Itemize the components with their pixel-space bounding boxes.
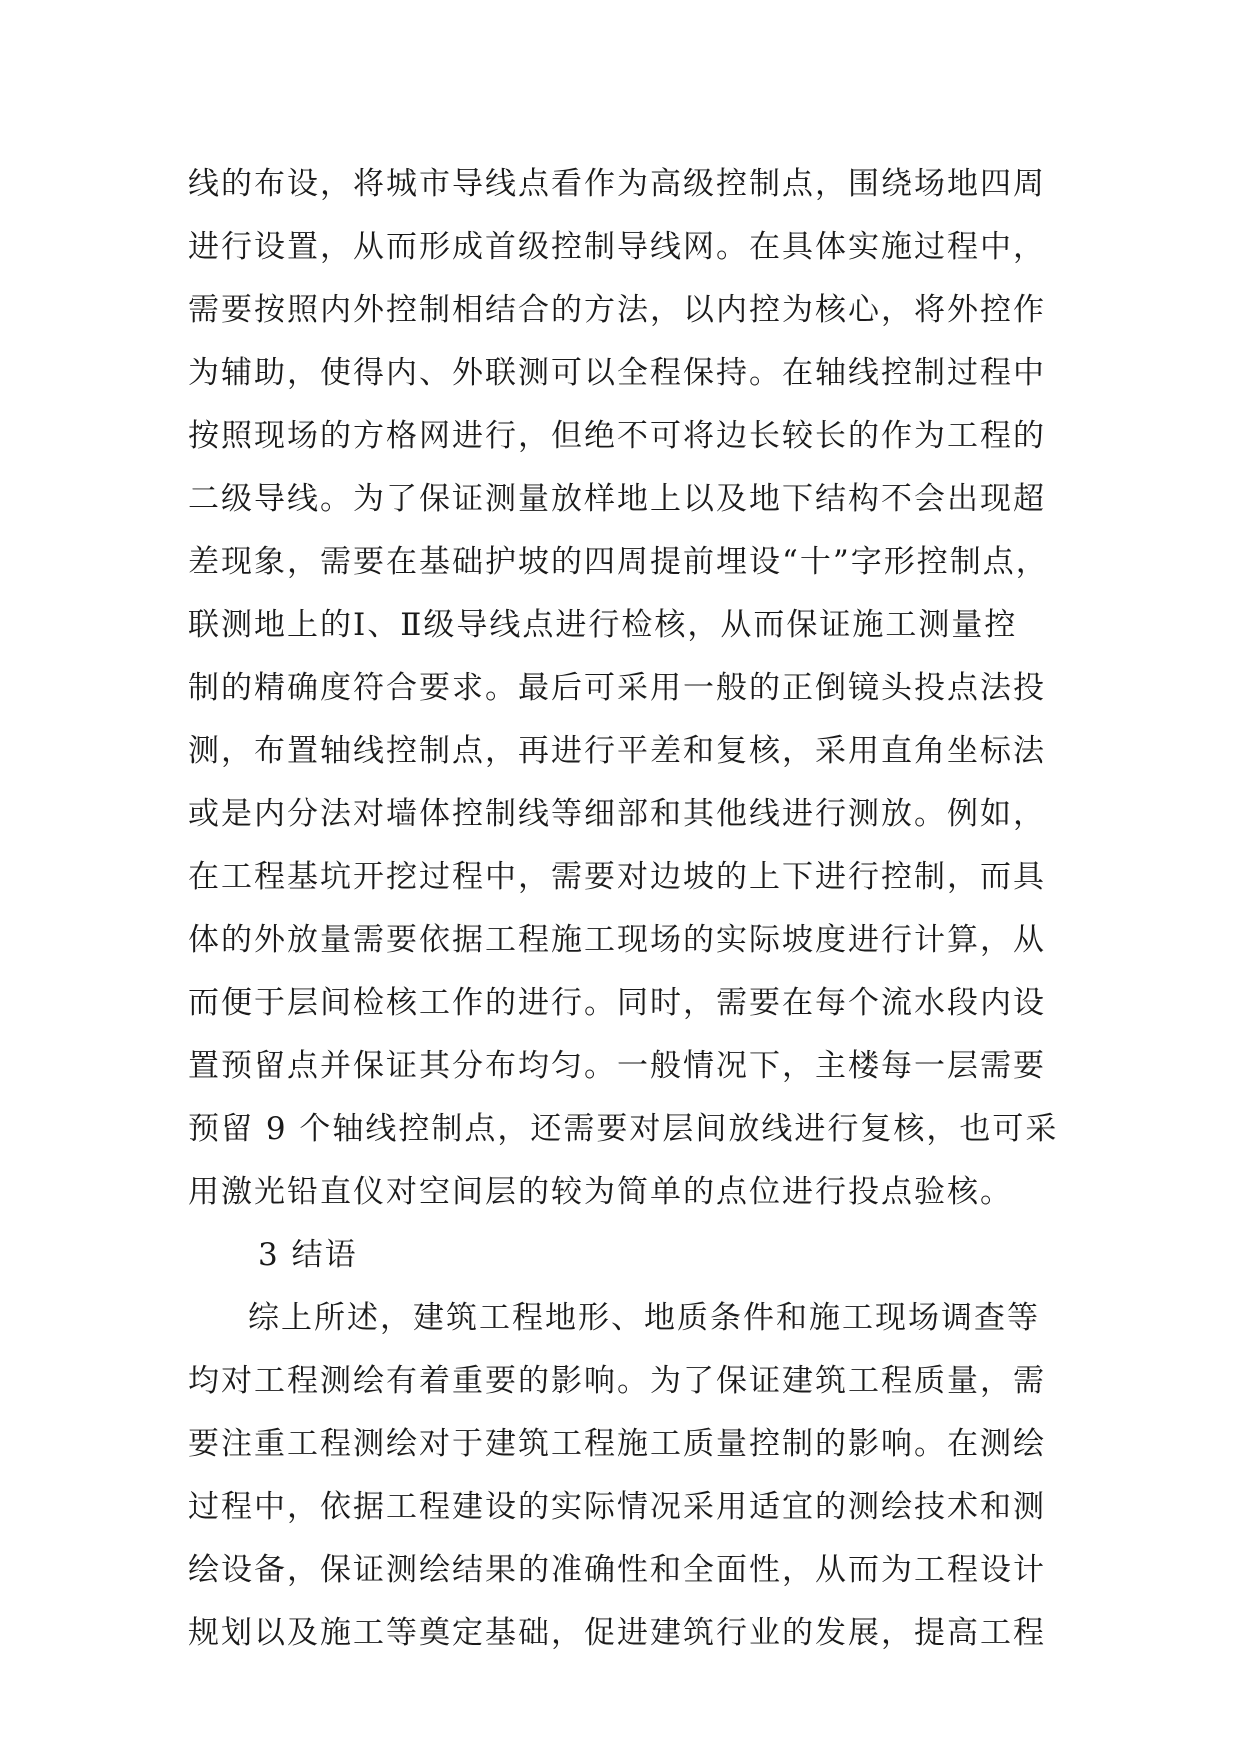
text-line: 联测地上的Ⅰ、Ⅱ级导线点进行检核，从而保证施工测量控 — [188, 607, 1018, 643]
text-line: 在工程基坑开挖过程中，需要对边坡的上下进行控制，而具 — [188, 859, 1046, 895]
text-line: 要注重工程测绘对于建筑工程施工质量控制的影响。在测绘 — [188, 1426, 1046, 1462]
text-line: 用激光铅直仪对空间层的较为简单的点位进行投点验核。 — [188, 1174, 1013, 1210]
text-line: 规划以及施工等奠定基础，促进建筑行业的发展，提高工程 — [188, 1615, 1046, 1651]
text-line: 测，布置轴线控制点，再进行平差和复核，采用直角坐标法 — [188, 733, 1046, 769]
text-line: 为辅助，使得内、外联测可以全程保持。在轴线控制过程中 — [188, 355, 1046, 391]
text-line: 综上所述，建筑工程地形、地质条件和施工现场调查等 — [248, 1300, 1040, 1336]
text-line: 线的布设，将城市导线点看作为高级控制点，围绕场地四周 — [188, 166, 1046, 202]
text-line: 制的精确度符合要求。最后可采用一般的正倒镜头投点法投 — [188, 670, 1046, 706]
text-line: 置预留点并保证其分布均匀。一般情况下，主楼每一层需要 — [188, 1048, 1046, 1084]
section-heading: 3 结语 — [258, 1237, 358, 1273]
text-line: 进行设置，从而形成首级控制导线网。在具体实施过程中， — [188, 229, 1046, 265]
text-line: 二级导线。为了保证测量放样地上以及地下结构不会出现超 — [188, 481, 1046, 517]
text-line: 均对工程测绘有着重要的影响。为了保证建筑工程质量，需 — [188, 1363, 1046, 1399]
text-line: 体的外放量需要依据工程施工现场的实际坡度进行计算，从 — [188, 922, 1046, 958]
body-text — [188, 153, 1068, 1665]
text-line: 过程中，依据工程建设的实际情况采用适宜的测绘技术和测 — [188, 1489, 1046, 1525]
text-line: 而便于层间检核工作的进行。同时，需要在每个流水段内设 — [188, 985, 1046, 1021]
text-line: 按照现场的方格网进行，但绝不可将边长较长的作为工程的 — [188, 418, 1046, 454]
text-line: 绘设备，保证测绘结果的准确性和全面性，从而为工程设计 — [188, 1552, 1046, 1588]
text-line: 需要按照内外控制相结合的方法，以内控为核心，将外控作 — [188, 292, 1046, 328]
text-line: 预留 9 个轴线控制点，还需要对层间放线进行复核，也可采 — [188, 1111, 1059, 1147]
text-line: 差现象，需要在基础护坡的四周提前埋设“十”字形控制点， — [188, 544, 1049, 580]
text-line: 或是内分法对墙体控制线等细部和其他线进行测放。例如， — [188, 796, 1046, 832]
